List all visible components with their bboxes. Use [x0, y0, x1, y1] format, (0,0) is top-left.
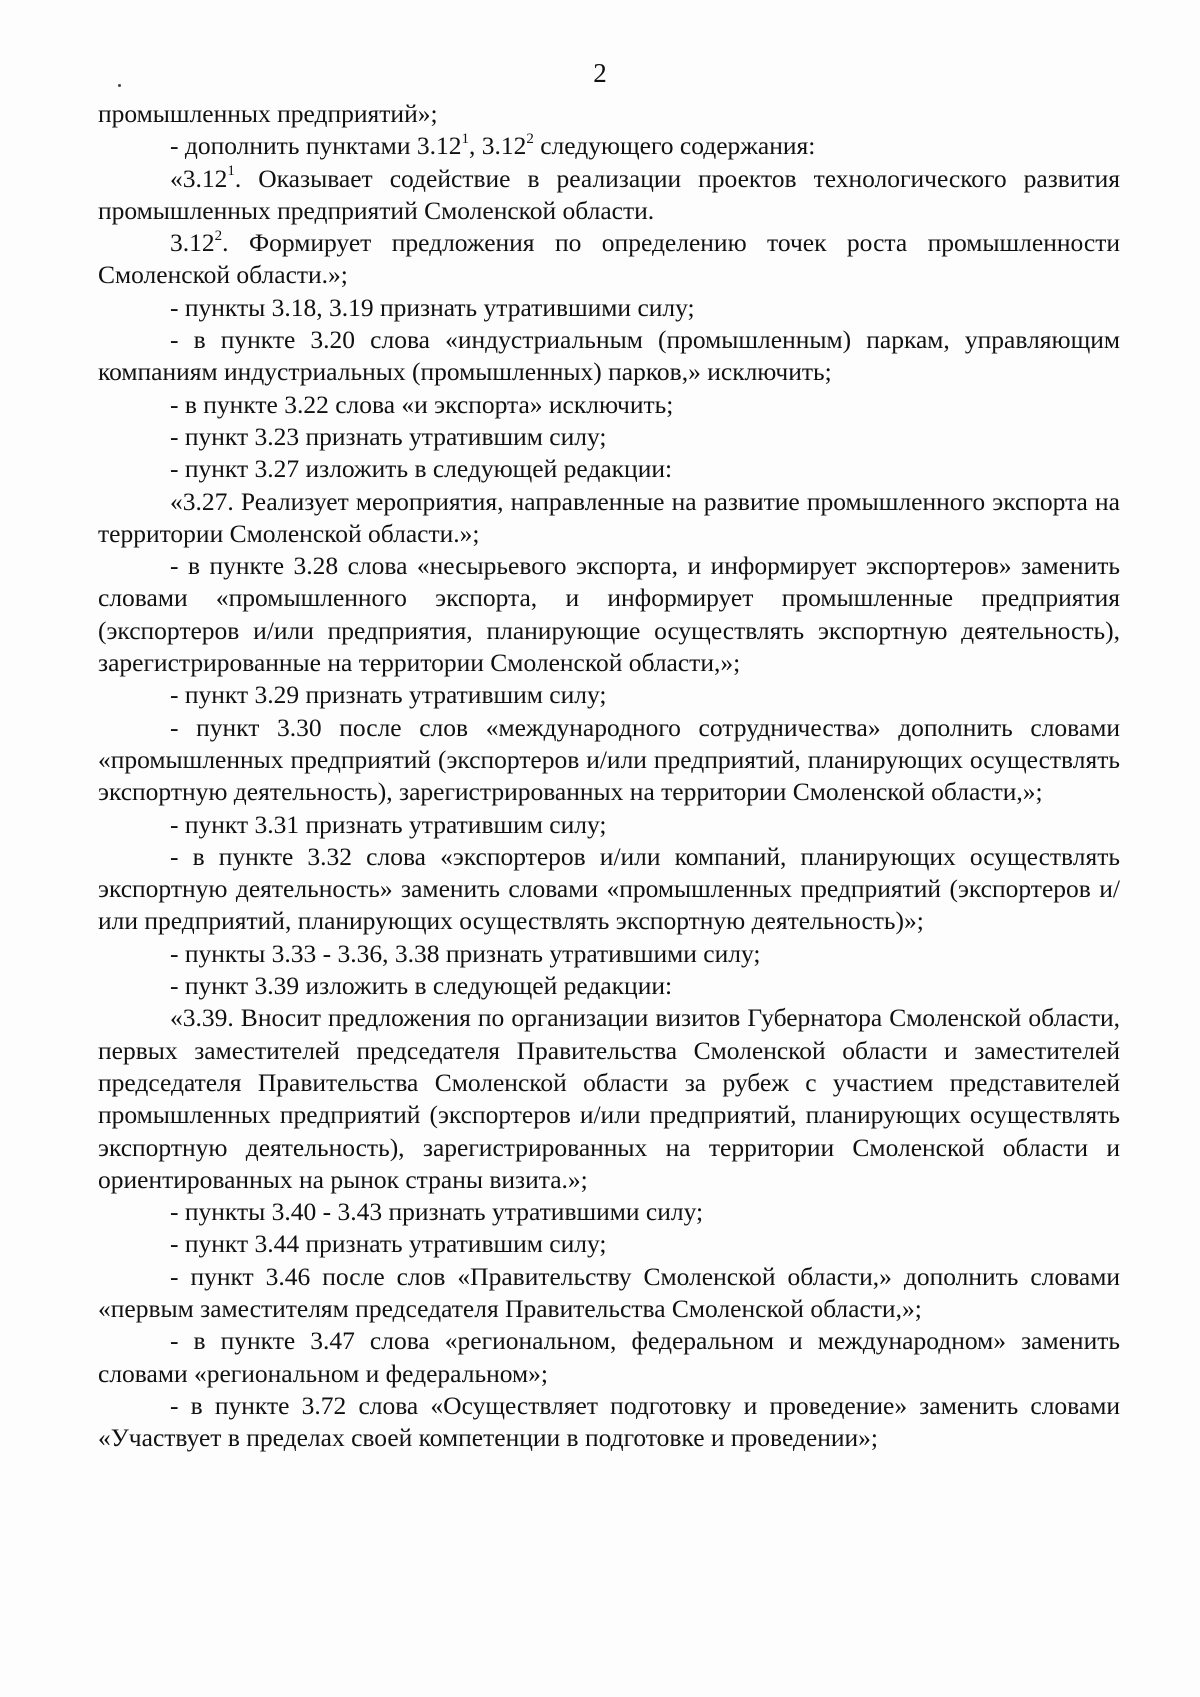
- text-run: , 3.12: [468, 131, 527, 161]
- text-run: - пункт 3.23 признать утратившим силу;: [170, 421, 607, 451]
- page-number: 2: [593, 58, 607, 88]
- text-run: - пункт 3.31 признать утратившим силу;: [170, 809, 607, 839]
- text-run: - в пункте 3.20 слова «индустриальным (промышленным) паркам, управляющим компаниям индустриальных (промышленных) парков,» исключить;: [98, 325, 1120, 387]
- paragraph: [98, 130, 1120, 162]
- text-run: - в пункте 3.47 слова «региональном, федеральном и международном» заменить словами «региональном и федеральном»;: [98, 1326, 1120, 1388]
- text-run: - пункт 3.27 изложить в следующей редакции:: [170, 454, 673, 484]
- text-run: «3.39. Вносит предложения по организации визитов Губернатора Смоленской области, первых заместителей председателя Правительства Смоленской области и заместителей председателя Правительства Смоленской области за рубеж с участием представителей промышленных предприятий (экспортеров и/или предприятий, планирующих осуществлять экспортную деятельность), зарегистрированных на территории Смоленской области и ориентированных на рынок страны визита.»;: [98, 1003, 1120, 1194]
- document-body: [98, 98, 1120, 1454]
- text-run: «3.12: [170, 163, 228, 193]
- paragraph: [98, 98, 1120, 130]
- superscript: 1: [227, 163, 235, 180]
- paragraph: [98, 1325, 1120, 1390]
- paragraph: [98, 712, 1120, 809]
- text-run: - пункт 3.30 после слов «международного сотрудничества» дополнить словами «промышленных предприятий (экспортеров и/или предприятий, планирующих осуществлять экспортную деятельность), зарегистрированных на территории Смоленской области,»;: [98, 712, 1120, 807]
- text-run: . Оказывает содействие в реализации проектов технологического развития промышленных предприятий Смоленской области.: [98, 163, 1120, 225]
- paragraph: [98, 1261, 1120, 1326]
- superscript: 2: [214, 227, 223, 244]
- paragraph: [98, 421, 1120, 453]
- superscript: 1: [461, 130, 469, 147]
- text-run: - в пункте 3.72 слова «Осуществляет подготовку и проведение» заменить словами «Участвует в пределах своей компетенции в подготовке и проведении»;: [98, 1390, 1120, 1453]
- text-run: - пункт 3.29 признать утратившим силу;: [170, 680, 607, 710]
- paragraph: [98, 1196, 1120, 1228]
- paragraph: [98, 679, 1120, 711]
- paragraph: [98, 389, 1120, 421]
- paragraph: [98, 550, 1120, 679]
- paragraph: [98, 1390, 1120, 1455]
- paragraph: [98, 453, 1120, 485]
- paragraph: [98, 324, 1120, 389]
- paragraph: [98, 163, 1120, 228]
- text-run: - пункты 3.40 - 3.43 признать утратившими силу;: [170, 1197, 704, 1227]
- paragraph: [98, 292, 1120, 324]
- text-run: - пункт 3.39 изложить в следующей редакции:: [170, 971, 673, 1001]
- scan-dot-mark: [118, 84, 121, 87]
- text-run: - пункты 3.33 - 3.36, 3.38 признать утратившими силу;: [170, 938, 761, 968]
- paragraph: [98, 841, 1120, 938]
- text-run: 3.12: [170, 228, 215, 258]
- text-run: следующего содержания:: [533, 131, 816, 161]
- text-run: . Формирует предложения по определению точек роста промышленности Смоленской области.»;: [98, 228, 1120, 290]
- paragraph: [98, 227, 1120, 292]
- text-run: промышленных предприятий»;: [98, 99, 438, 128]
- text-run: - пункт 3.44 признать утратившим силу;: [170, 1229, 607, 1259]
- text-run: - пункт 3.46 после слов «Правительству Смоленской области,» дополнить словами «первым заместителям председателя Правительства Смоленской области,»;: [98, 1261, 1120, 1323]
- paragraph: [98, 486, 1120, 551]
- paragraph: [98, 1002, 1120, 1196]
- paragraph: [98, 970, 1120, 1002]
- text-run: - дополнить пунктами 3.12: [170, 131, 462, 161]
- paragraph: [98, 809, 1120, 841]
- text-run: - пункты 3.18, 3.19 признать утратившими силу;: [170, 292, 695, 322]
- text-run: - в пункте 3.22 слова «и экспорта» исключить;: [170, 389, 674, 419]
- paragraph: [98, 938, 1120, 970]
- superscript: 2: [526, 130, 534, 147]
- text-run: - в пункте 3.28 слова «несырьевого экспорта, и информирует экспортеров» заменить словами «промышленного экспорта, и информирует промышленные предприятия (экспортеров и/или предприятия, планирующие осуществлять экспортную деятельность), зарегистрированные на территории Смоленской области,»;: [98, 551, 1120, 678]
- paragraph: [98, 1228, 1120, 1260]
- text-run: - в пункте 3.32 слова «экспортеров и/или компаний, планирующих осуществлять экспортную деятельность» заменить словами «промышленных предприятий (экспортеров и/или предприятий, планирующих осуществлять экспортную деятельность)»;: [98, 841, 1120, 936]
- text-run: «3.27. Реализует мероприятия, направленные на развитие промышленного экспорта на территории Смоленской области.»;: [98, 486, 1120, 548]
